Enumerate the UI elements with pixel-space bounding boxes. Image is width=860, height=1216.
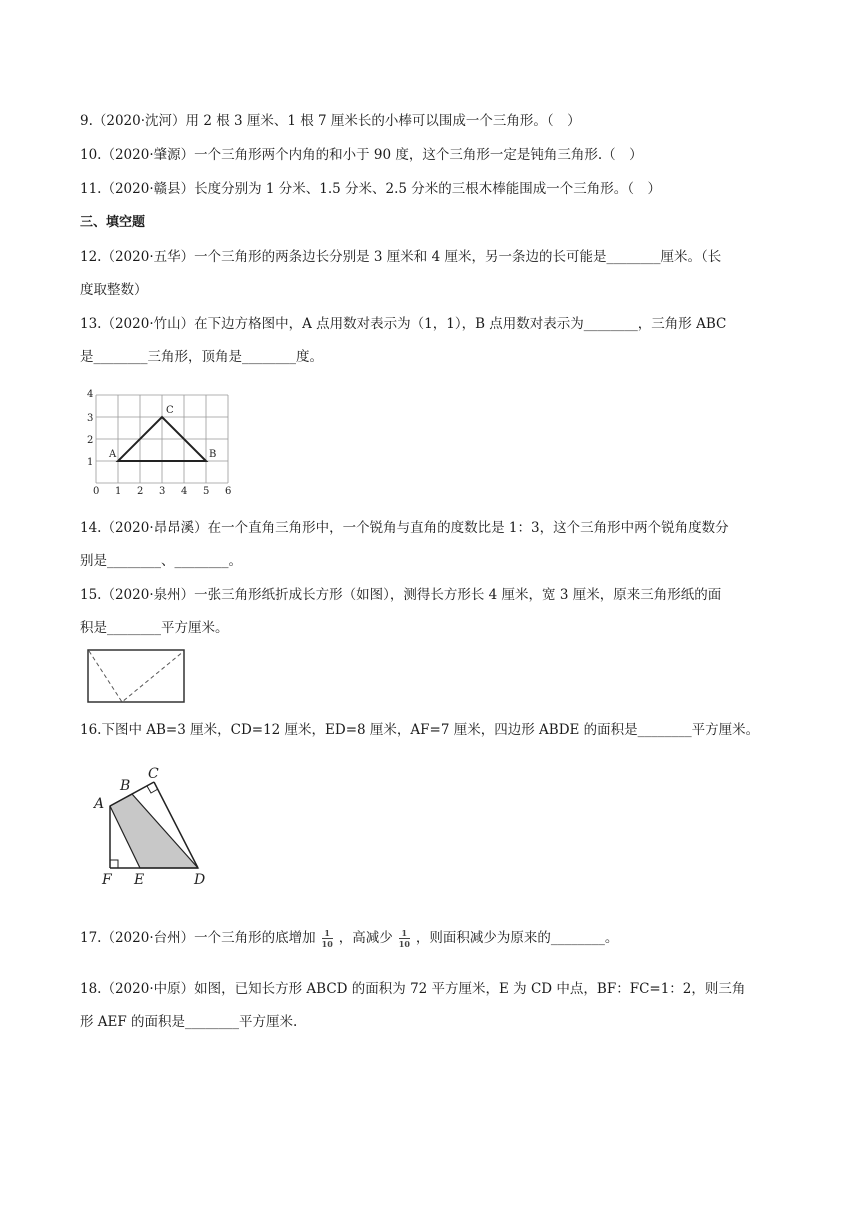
grid-figure (84, 385, 234, 497)
question-15-line-1: 15.（2020·泉州）一张三角形纸折成长方形（如图），测得长方形长 4 厘米，宽 3 厘米，原来三角形纸的面 (80, 587, 722, 603)
question-13-line-2: 是________三角形，顶角是________度。 (80, 349, 323, 365)
question-14-line-2: 别是________、________。 (80, 553, 242, 569)
question-17 (80, 928, 780, 948)
question-13-line-1: 13.（2020·竹山）在下边方格图中，A 点用数对表示为（1，1），B 点用数对表示为________，三角形 ABC (80, 316, 727, 332)
question-18-line-2: 形 AEF 的面积是________平方厘米. (80, 1014, 298, 1030)
point-label-c: C (166, 405, 174, 416)
fraction-denominator: 10 (321, 939, 333, 949)
folded-rectangle-figure (86, 648, 188, 706)
y-tick: 3 (87, 413, 94, 424)
x-tick: 4 (181, 486, 188, 497)
label-c: C (148, 766, 159, 782)
x-tick: 0 (93, 486, 100, 497)
label-f: F (102, 872, 112, 888)
x-tick: 6 (225, 486, 232, 497)
question-17-part-3: ，则面积减少为原来的________。 (415, 930, 619, 946)
x-tick: 5 (203, 486, 210, 497)
question-17-part-1: 17.（2020·台州）一个三角形的底增加 (80, 930, 316, 946)
x-tick: 2 (137, 486, 144, 497)
fraction-denominator: 10 (398, 939, 410, 949)
question-11: 11.（2020·赣县）长度分别为 1 分米、1.5 分米、2.5 分米的三根木棒能围成一个三角形。（ ） (80, 181, 662, 197)
label-d: D (194, 872, 206, 888)
question-12-line-1: 12.（2020·五华）一个三角形的两条边长分别是 3 厘米和 4 厘米，另一条边的长可能是________厘米。（长 (80, 249, 722, 265)
point-label-a: A (109, 449, 117, 460)
label-b: B (120, 778, 131, 794)
question-12-line-2: 度取整数） (80, 282, 148, 298)
fraction-one-tenth (322, 929, 333, 948)
x-tick: 1 (115, 486, 122, 497)
fraction-numerator: 1 (324, 928, 330, 938)
question-15-line-2: 积是________平方厘米。 (80, 620, 229, 636)
section-heading: 三、填空题 (80, 215, 146, 230)
question-17-part-2: ，高减少 (338, 930, 393, 946)
y-tick: 1 (87, 457, 94, 468)
x-tick: 3 (159, 486, 166, 497)
fraction-one-tenth (399, 929, 410, 948)
question-16: 16.下图中 AB=3 厘米，CD=12 厘米，ED=8 厘米，AF=7 厘米，四边形 ABDE 的面积是________平方厘米。 (80, 722, 760, 738)
label-e: E (134, 872, 145, 888)
y-tick: 2 (87, 435, 94, 446)
quadrilateral-figure (90, 762, 216, 890)
label-a: A (94, 796, 105, 812)
point-label-b: B (209, 449, 217, 460)
shaded-abde (110, 794, 198, 868)
question-10: 10.（2020·肇源）一个三角形两个内角的和小于 90 度，这个三角形一定是钝角三角形.（ ） (80, 147, 643, 163)
question-14-line-1: 14.（2020·昂昂溪）在一个直角三角形中，一个锐角与直角的度数比是 1：3，这个三角形中两个锐角度数分 (80, 520, 729, 536)
question-18-line-1: 18.（2020·中原）如图，已知长方形 ABCD 的面积为 72 平方厘米，E 为 CD 中点，BF：FC=1：2，则三角 (80, 981, 746, 997)
y-tick: 4 (87, 389, 94, 400)
fraction-numerator: 1 (401, 928, 408, 938)
question-9: 9.（2020·沈河）用 2 根 3 厘米、1 根 7 厘米长的小棒可以围成一个三角形。（ ） (80, 113, 581, 129)
